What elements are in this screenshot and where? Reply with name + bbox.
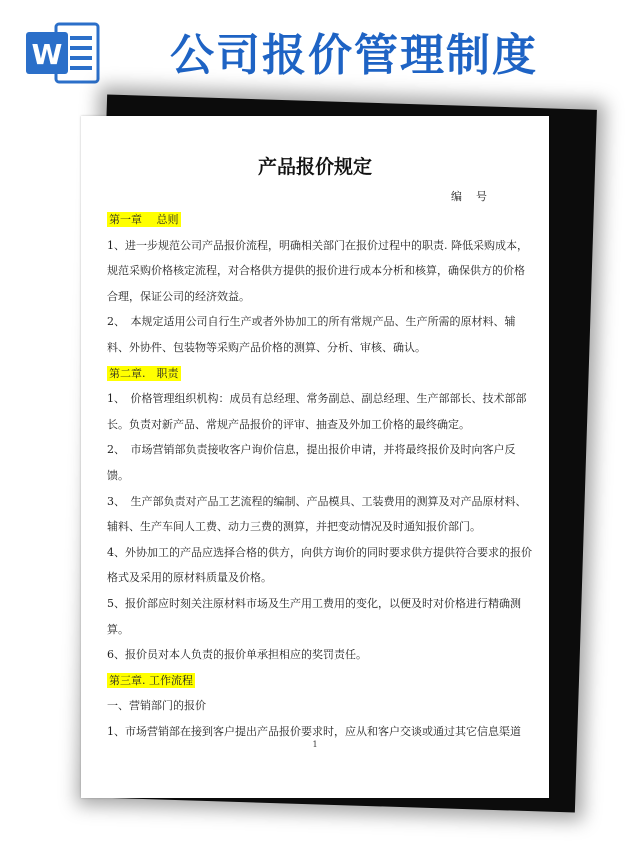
section-heading: 一、营销部门的报价 <box>107 699 206 713</box>
paragraph: 6、报价员对本人负责的报价单承担相应的奖罚责任。 <box>107 648 367 662</box>
chapter-heading <box>107 668 534 694</box>
document-body <box>107 207 534 744</box>
document-page <box>81 116 549 798</box>
paragraph: 1、市场营销部在接到客户提出产品报价要求时，应从和客户交谈或通过其它信息渠道 <box>107 724 521 738</box>
chapter-2-heading: 第二章. 职责 <box>109 366 179 380</box>
chapter-heading <box>107 361 534 387</box>
page-number: 1 <box>312 740 318 749</box>
paragraph: 3、 生产部负责对产品工艺流程的编制、产品模具、工装费用的测算及对产品原材料、辅料、生产车间人工费、动力三费的测算，并把变动情况及时通知报价部门。 <box>107 494 527 534</box>
chapter-1-heading: 第一章 总则 <box>109 213 179 226</box>
paragraph: 4、外协加工的产品应选择合格的供方，向供方询价的同时要求供方提供符合要求的报价格式及采用的原材料质量及价格。 <box>107 545 532 585</box>
document-title: 产品报价规定 <box>257 156 372 178</box>
paragraph: 1、进一步规范公司产品报价流程，明确相关部门在报价过程中的职责. 降低采购成本，规范采购价格核定流程，对合格供方提供的报价进行成本分析和核算，确保供方的价格合理，保证公司的经济效益。 <box>107 238 528 303</box>
paragraph: 2、 本规定适用公司自行生产或者外协加工的所有常规产品、生产所需的原材料、辅料、外协件、包装物等采购产品价格的测算、分析、审核、确认。 <box>107 315 516 354</box>
word-logo-letter: W <box>31 38 63 71</box>
paragraph: 2、 市场营销部负责接收客户询价信息，提出报价申请，并将最终报价及时向客户反馈。 <box>107 443 516 482</box>
paragraph: 5、报价部应时刻关注原材料市场及生产用工费用的变化，以便及时对价格进行精确测算。 <box>107 596 521 636</box>
chapter-3-heading: 第三章. 工作流程 <box>109 673 193 687</box>
banner-title: 公司报价管理制度 <box>170 30 538 81</box>
chapter-heading <box>107 207 534 233</box>
document-number-label: 编号 <box>451 190 501 203</box>
header-banner <box>0 0 640 95</box>
word-icon <box>26 22 100 84</box>
paragraph: 1、 价格管理组织机构：成员有总经理、常务副总、副总经理、生产部部长、技术部部长。负责对新产品、常规产品报价的评审、抽查及外加工价格的最终确定。 <box>107 392 527 431</box>
